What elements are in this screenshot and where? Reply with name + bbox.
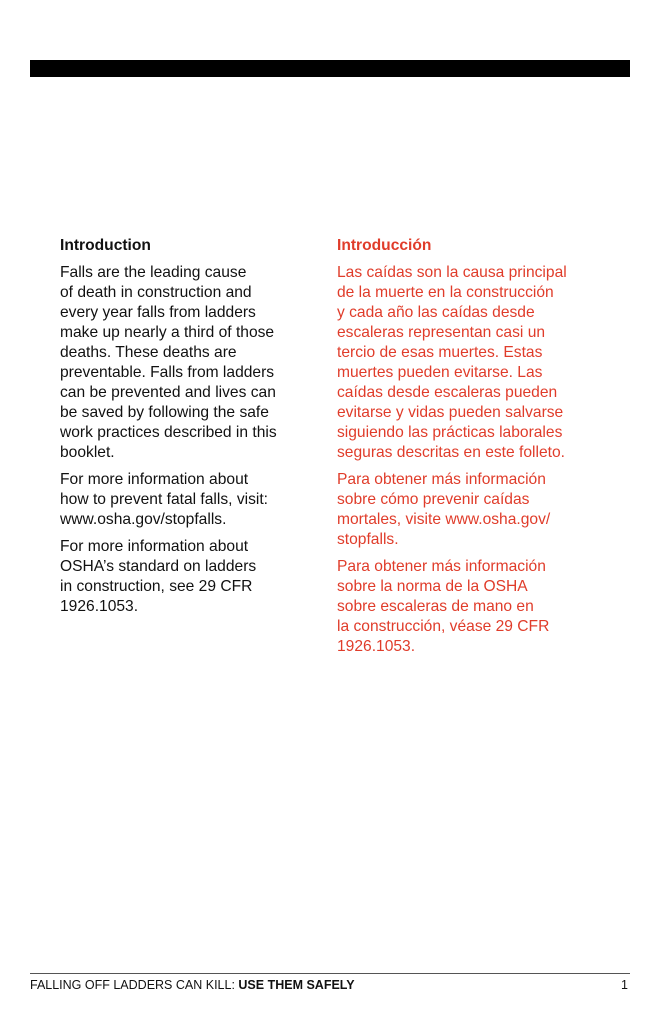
footer-title: FALLING OFF LADDERS CAN KILL: [30, 978, 239, 992]
spanish-heading: Introducción [337, 237, 432, 254]
footer-title-emphasis: USE THEM SAFELY [238, 978, 355, 992]
spanish-column [337, 236, 602, 664]
page-footer [30, 977, 630, 993]
spanish-paragraph: Para obtener más información sobre la norma de la OSHA sobre escaleras de mano en la construcción, véase 29 CFR 1926.1053. [337, 558, 550, 655]
english-paragraph: For more information about how to prevent fatal falls, visit: www.osha.gov/stopfalls. [60, 471, 269, 528]
english-heading: Introduction [60, 237, 151, 254]
english-paragraph: For more information about OSHA’s standard on ladders in construction, see 29 CFR 1926.1053. [60, 538, 257, 615]
footer-rule [30, 973, 630, 974]
header-bar [30, 60, 630, 77]
english-column [60, 236, 325, 624]
spanish-paragraph: Las caídas son la causa principal de la muerte en la construcción y cada año las caídas desde escaleras representan casi un tercio de esas muertes. Estas muertes pueden evitarse. Las caídas desde escaleras pueden evitarse y vidas pueden salvarse siguiendo las prácticas laborales seguras descritas en este folleto. [337, 264, 567, 461]
page-number: 1 [621, 978, 628, 992]
english-paragraph: Falls are the leading cause of death in construction and every year falls from ladders make up nearly a third of those deaths. These deaths are preventable. Falls from ladders can be prevented and lives can be saved by following the safe work practices described in this booklet. [60, 264, 277, 461]
spanish-paragraph: Para obtener más información sobre cómo prevenir caídas mortales, visite www.osha.gov/ stopfalls. [337, 471, 551, 548]
